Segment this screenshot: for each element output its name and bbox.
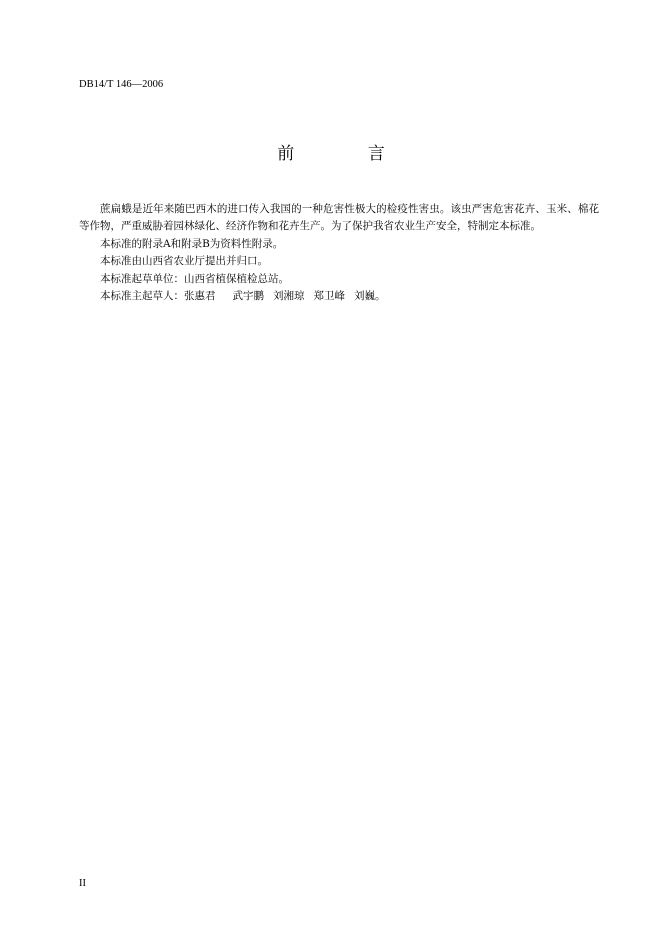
proposer-paragraph: 本标准由山西省农业厅提出并归口。: [100, 255, 268, 268]
drafter-name: 武宇鹏: [232, 290, 264, 303]
page-number: II: [79, 878, 86, 889]
document-code: DB14/T 146—2006: [79, 79, 164, 90]
drafter-name: 刘湘琼: [273, 290, 305, 303]
page-title: 前 言: [277, 144, 419, 164]
foreword-body: [79, 201, 599, 305]
drafter-name: 郑卫峰: [313, 290, 345, 303]
drafting-unit-paragraph: 本标准起草单位：山西省植保植检总站。: [100, 272, 289, 285]
intro-paragraph: 蔗扁蛾是近年来随巴西木的进口传入我国的一种危害性极大的检疫性害虫。该虫严害危害花卉、玉米、棉花等作物，严重威胁着园林绿化、经济作物和花卉生产。为了保护我省农业生产安全，特制定本标准。: [79, 203, 599, 233]
drafters-label: 本标准主起草人：: [100, 290, 184, 303]
drafters-paragraph: [79, 288, 599, 305]
drafter-name: 刘巍。: [354, 290, 386, 303]
drafter-name: 张惠君: [184, 290, 216, 303]
appendix-paragraph: 本标准的附录A和附录B为资料性附录。: [100, 237, 284, 250]
